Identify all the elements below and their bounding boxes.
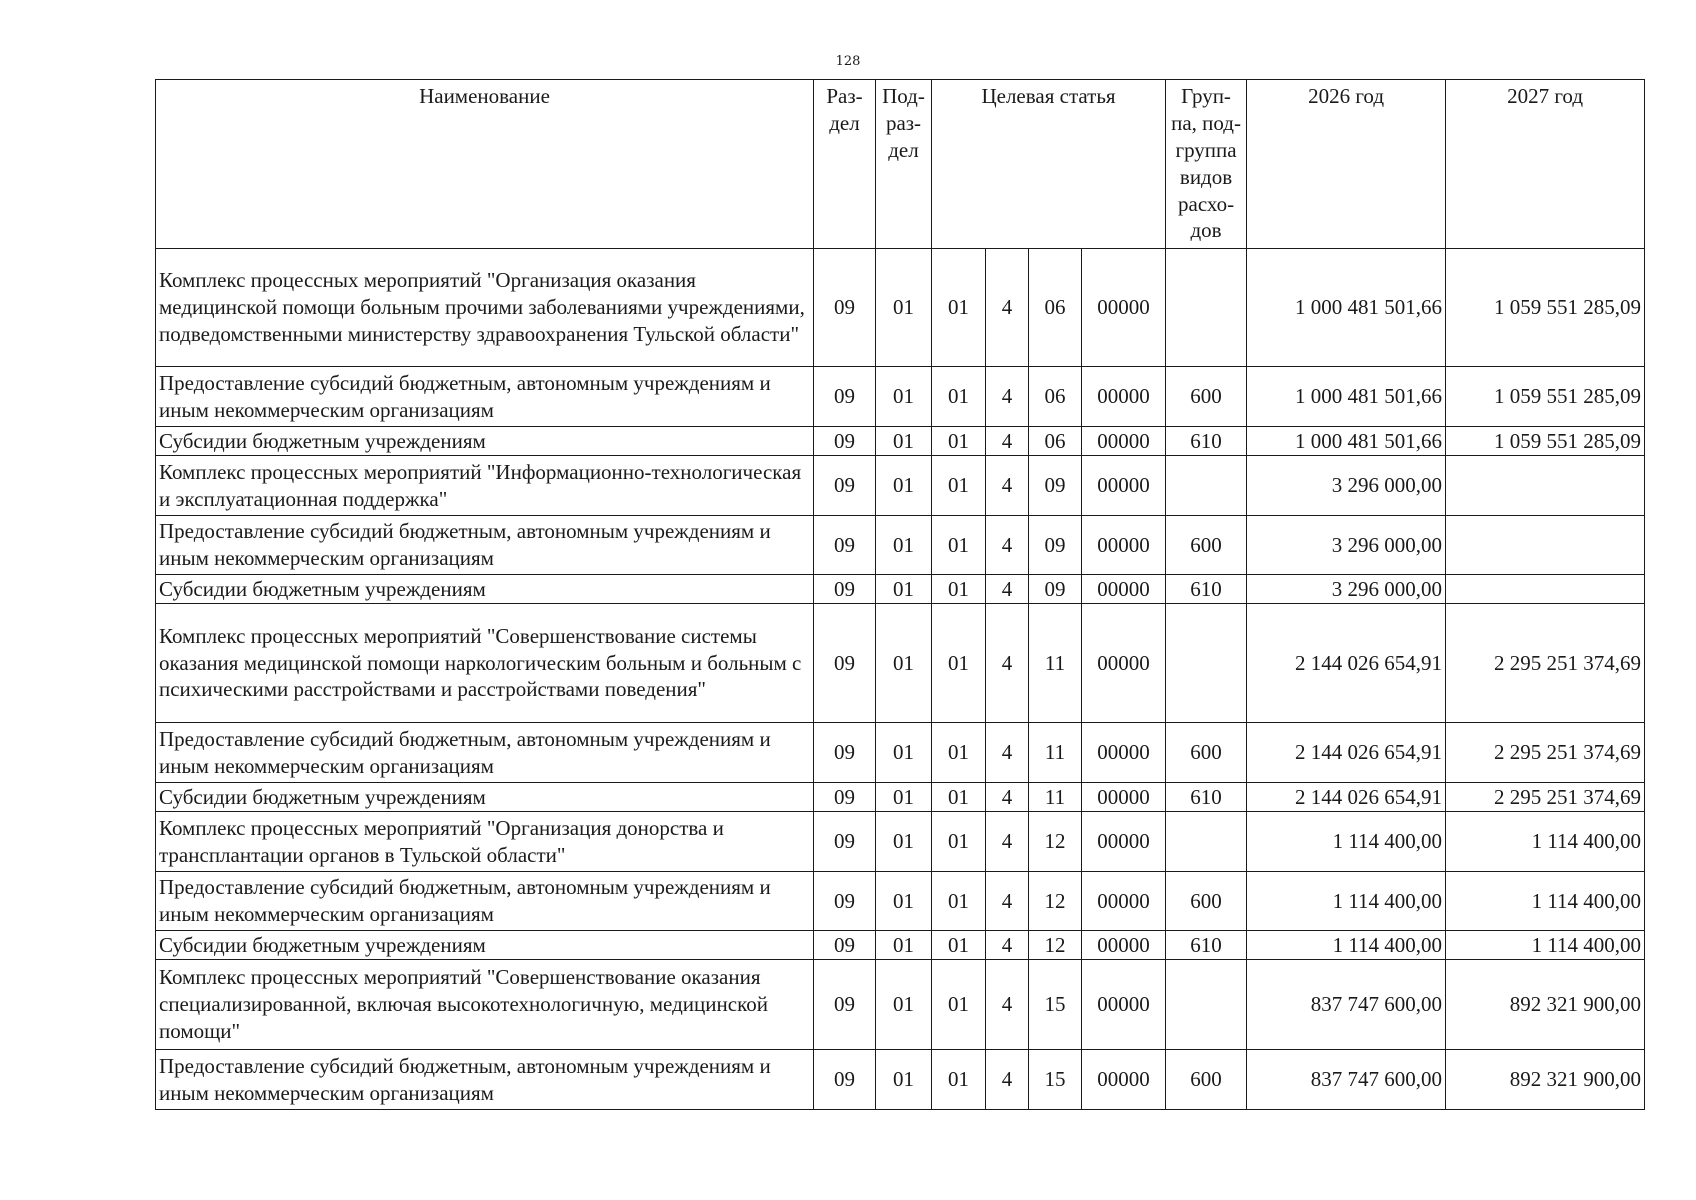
row-target-direction: 00000 [1082,960,1166,1050]
row-podrazdel: 01 [876,723,932,783]
row-amount-2027 [1446,516,1645,575]
row-razdel: 09 [814,604,876,723]
row-expense-group [1166,249,1247,367]
row-name: Предоставление субсидий бюджетным, автономным учреждениям и иным некоммерческим организациям [156,516,814,575]
row-amount-2026: 1 000 481 501,66 [1247,249,1446,367]
row-target-subprogram: 12 [1029,931,1082,960]
row-podrazdel: 01 [876,427,932,456]
row-target-type: 4 [986,960,1029,1050]
row-target-subprogram: 06 [1029,367,1082,427]
row-amount-2027: 892 321 900,00 [1446,1050,1645,1110]
row-amount-2027 [1446,456,1645,516]
row-podrazdel: 01 [876,783,932,812]
row-target-type: 4 [986,931,1029,960]
row-expense-group: 600 [1166,516,1247,575]
row-target-subprogram: 15 [1029,1050,1082,1110]
row-target-subprogram: 06 [1029,249,1082,367]
table-row [156,427,1645,456]
row-podrazdel: 01 [876,1050,932,1110]
row-expense-group: 610 [1166,575,1247,604]
row-target-program: 01 [932,249,986,367]
row-amount-2026: 837 747 600,00 [1247,1050,1446,1110]
row-podrazdel: 01 [876,456,932,516]
row-amount-2027: 2 295 251 374,69 [1446,604,1645,723]
row-razdel: 09 [814,367,876,427]
table-row [156,516,1645,575]
row-razdel: 09 [814,249,876,367]
row-target-type: 4 [986,783,1029,812]
row-expense-group: 610 [1166,783,1247,812]
table-row [156,604,1645,723]
row-target-direction: 00000 [1082,783,1166,812]
row-amount-2026: 3 296 000,00 [1247,516,1446,575]
header-year-2026: 2026 год [1247,80,1446,249]
table-row [156,575,1645,604]
row-podrazdel: 01 [876,960,932,1050]
row-target-subprogram: 09 [1029,516,1082,575]
table-row [156,1050,1645,1110]
row-name: Субсидии бюджетным учреждениям [156,575,814,604]
row-podrazdel: 01 [876,812,932,872]
header-year-2027: 2027 год [1446,80,1645,249]
row-target-program: 01 [932,367,986,427]
table-row [156,960,1645,1050]
row-podrazdel: 01 [876,249,932,367]
row-podrazdel: 01 [876,604,932,723]
header-expense-group: Груп- па, под- группа видов расхо- дов [1166,80,1247,249]
row-target-direction: 00000 [1082,249,1166,367]
table-row [156,456,1645,516]
row-name: Комплекс процессных мероприятий "Совершенствование системы оказания медицинской помощи наркологическим больным и больным с психическими расстройствами и расстройствами поведения" [156,604,814,723]
row-expense-group [1166,604,1247,723]
row-amount-2027: 1 114 400,00 [1446,931,1645,960]
row-name: Предоставление субсидий бюджетным, автономным учреждениям и иным некоммерческим организациям [156,872,814,931]
row-amount-2026: 3 296 000,00 [1247,456,1446,516]
row-amount-2026: 1 000 481 501,66 [1247,427,1446,456]
table-row [156,367,1645,427]
budget-table [155,79,1645,1110]
page-number: 128 [835,54,861,69]
row-target-type: 4 [986,575,1029,604]
row-name: Комплекс процессных мероприятий "Организация донорства и трансплантации органов в Тульской области" [156,812,814,872]
row-amount-2026: 1 114 400,00 [1247,872,1446,931]
table-row [156,783,1645,812]
row-target-direction: 00000 [1082,427,1166,456]
row-amount-2027: 1 059 551 285,09 [1446,249,1645,367]
row-expense-group: 610 [1166,427,1247,456]
row-target-direction: 00000 [1082,575,1166,604]
row-target-program: 01 [932,872,986,931]
row-razdel: 09 [814,575,876,604]
row-podrazdel: 01 [876,516,932,575]
row-razdel: 09 [814,456,876,516]
row-target-type: 4 [986,456,1029,516]
row-razdel: 09 [814,1050,876,1110]
row-target-direction: 00000 [1082,604,1166,723]
row-amount-2027: 1 059 551 285,09 [1446,367,1645,427]
row-expense-group [1166,960,1247,1050]
row-target-direction: 00000 [1082,723,1166,783]
row-target-subprogram: 12 [1029,812,1082,872]
row-name: Комплекс процессных мероприятий "Информационно-технологическая и эксплуатационная поддержка" [156,456,814,516]
row-target-type: 4 [986,427,1029,456]
row-amount-2027 [1446,575,1645,604]
row-name: Предоставление субсидий бюджетным, автономным учреждениям и иным некоммерческим организациям [156,367,814,427]
row-razdel: 09 [814,516,876,575]
row-target-type: 4 [986,1050,1029,1110]
row-name: Предоставление субсидий бюджетным, автономным учреждениям и иным некоммерческим организациям [156,723,814,783]
row-target-direction: 00000 [1082,516,1166,575]
row-target-subprogram: 11 [1029,723,1082,783]
row-expense-group: 610 [1166,931,1247,960]
row-target-direction: 00000 [1082,1050,1166,1110]
row-amount-2026: 2 144 026 654,91 [1247,723,1446,783]
header-podrazdel: Под- раз- дел [876,80,932,249]
row-target-direction: 00000 [1082,367,1166,427]
row-name: Предоставление субсидий бюджетным, автономным учреждениям и иным некоммерческим организациям [156,1050,814,1110]
row-razdel: 09 [814,783,876,812]
row-expense-group: 600 [1166,872,1247,931]
row-expense-group [1166,456,1247,516]
row-target-program: 01 [932,812,986,872]
row-razdel: 09 [814,812,876,872]
row-amount-2027: 1 059 551 285,09 [1446,427,1645,456]
row-target-direction: 00000 [1082,872,1166,931]
table-row [156,249,1645,367]
row-amount-2027: 892 321 900,00 [1446,960,1645,1050]
row-target-subprogram: 09 [1029,456,1082,516]
row-target-program: 01 [932,931,986,960]
row-name: Комплекс процессных мероприятий "Совершенствование оказания специализированной, включая высокотехнологичную, медицинской помощи" [156,960,814,1050]
row-razdel: 09 [814,427,876,456]
row-target-type: 4 [986,249,1029,367]
row-target-type: 4 [986,367,1029,427]
row-target-type: 4 [986,604,1029,723]
row-target-program: 01 [932,575,986,604]
table-row [156,812,1645,872]
table-row [156,931,1645,960]
row-target-program: 01 [932,456,986,516]
row-name: Субсидии бюджетным учреждениям [156,427,814,456]
row-target-direction: 00000 [1082,456,1166,516]
row-name: Субсидии бюджетным учреждениям [156,783,814,812]
row-razdel: 09 [814,723,876,783]
row-amount-2026: 2 144 026 654,91 [1247,604,1446,723]
row-amount-2026: 837 747 600,00 [1247,960,1446,1050]
header-name: Наименование [156,80,814,249]
row-amount-2027: 2 295 251 374,69 [1446,723,1645,783]
row-podrazdel: 01 [876,872,932,931]
row-target-program: 01 [932,1050,986,1110]
header-razdel: Раз- дел [814,80,876,249]
row-amount-2026: 2 144 026 654,91 [1247,783,1446,812]
row-expense-group: 600 [1166,723,1247,783]
row-podrazdel: 01 [876,367,932,427]
row-expense-group: 600 [1166,1050,1247,1110]
row-target-program: 01 [932,783,986,812]
row-target-subprogram: 09 [1029,575,1082,604]
row-target-subprogram: 06 [1029,427,1082,456]
row-target-type: 4 [986,812,1029,872]
table-row [156,723,1645,783]
row-target-subprogram: 15 [1029,960,1082,1050]
row-name: Комплекс процессных мероприятий "Организация оказания медицинской помощи больным прочими заболеваниями учреждениями, подведомственными министерству здравоохранения Тульской области" [156,249,814,367]
row-target-subprogram: 11 [1029,783,1082,812]
header-target-article: Целевая статья [932,80,1166,249]
row-podrazdel: 01 [876,931,932,960]
row-expense-group: 600 [1166,367,1247,427]
row-razdel: 09 [814,931,876,960]
table-row [156,872,1645,931]
row-podrazdel: 01 [876,575,932,604]
row-target-type: 4 [986,872,1029,931]
row-razdel: 09 [814,872,876,931]
row-amount-2027: 1 114 400,00 [1446,812,1645,872]
row-amount-2026: 1 114 400,00 [1247,931,1446,960]
row-target-direction: 00000 [1082,812,1166,872]
row-target-program: 01 [932,960,986,1050]
row-amount-2027: 2 295 251 374,69 [1446,783,1645,812]
row-name: Субсидии бюджетным учреждениям [156,931,814,960]
row-amount-2027: 1 114 400,00 [1446,872,1645,931]
row-expense-group [1166,812,1247,872]
row-target-program: 01 [932,604,986,723]
row-target-program: 01 [932,516,986,575]
row-target-program: 01 [932,723,986,783]
row-target-direction: 00000 [1082,931,1166,960]
row-target-type: 4 [986,723,1029,783]
row-amount-2026: 1 114 400,00 [1247,812,1446,872]
row-target-subprogram: 12 [1029,872,1082,931]
row-amount-2026: 3 296 000,00 [1247,575,1446,604]
row-target-type: 4 [986,516,1029,575]
row-target-program: 01 [932,427,986,456]
row-razdel: 09 [814,960,876,1050]
table-header-row [156,80,1645,249]
row-target-subprogram: 11 [1029,604,1082,723]
row-amount-2026: 1 000 481 501,66 [1247,367,1446,427]
